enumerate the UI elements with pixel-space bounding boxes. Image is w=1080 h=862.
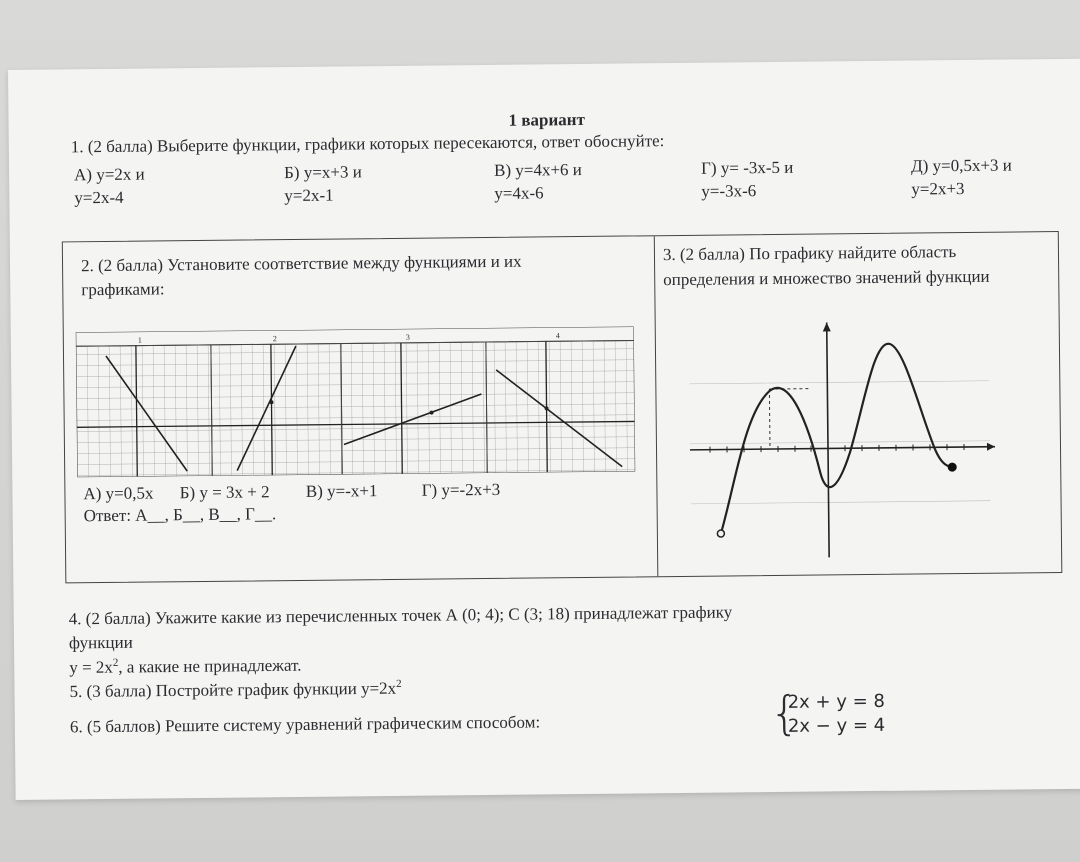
function-curve [719,343,953,533]
graph-panel-4 [486,340,635,473]
graph-panel-2 [211,344,342,476]
question-4-line1: 4. (2 балла) Укажите какие из перечисленных точек А (0; 4); С (3; 18) принадлежат графику [68,602,733,629]
q5-exponent: 2 [395,677,402,690]
q1-option-b-line1: Б) у=х+3 и [283,162,362,183]
q1-option-v-line2: у=4х-6 [494,183,544,203]
start-point-open [717,530,724,537]
question-3-text: 3. (2 балла) По графику найдите область определения и множество значений функции [662,242,990,290]
system-brace: { [769,685,800,741]
question-6-text: 6. (5 баллов) Решите систему уравнений графическим способом: [69,712,541,737]
q1-option-g-line1: Г) у= -3х-5 и [700,157,794,178]
q6-equation-2: 2x − y = 4 [787,714,886,737]
table-divider [654,236,659,576]
q2-functions-row [83,480,500,504]
graph-number-1: 1 [137,335,142,345]
q3-function-graph [689,321,1001,564]
q2-graphs [76,326,635,477]
question-1-text: 1. (2 балла) Выберите функции, графики которых пересекаются, ответ обоснуйте: [70,131,665,157]
q1-option-a-line2: у=2х-4 [74,187,124,208]
variant-title: 1 вариант [508,109,585,130]
graph-panel-1 [76,345,212,477]
question-4-line2: функции [68,632,133,653]
graph-number-4: 4 [555,331,560,341]
q4-function: у = 2х [69,657,113,678]
q2-function-v: В) у=-х+1 [305,481,378,501]
worksheet-page [8,59,1080,800]
graph-number-2: 2 [272,334,277,344]
q1-option-a-line1: А) у=2х и [74,164,145,185]
question-5-text [69,678,401,702]
graph-number-3: 3 [405,332,410,342]
q1-option-d-line1: Д) у=0,5х+3 и [910,155,1012,176]
question-4-line3 [69,655,301,678]
q4-exponent: 2 [112,656,119,669]
q2-graphs-svg [76,326,635,477]
graph-panel-3 [341,342,487,475]
q2-answer-template: Ответ: А__, Б__, В__, Г__. [83,504,277,526]
q6-equation-1: 2x + y = 8 [787,690,886,713]
q1-option-g-line2: у=-3х-6 [701,181,757,201]
q1-option-d-line2: у=2х+3 [911,178,965,199]
y-axis [827,322,829,557]
q2-function-g: Г) у=-2х+3 [421,479,501,500]
q4-tail: , а какие не принадлежат. [118,655,302,677]
q1-option-b-line2: у=2х-1 [284,185,334,206]
end-point-filled [948,463,957,472]
q2-function-b: Б) у = 3х + 2 [179,482,270,503]
q5-text: 5. (3 балла) Постройте график функции у=2х [69,678,397,702]
q2-function-a: А) у=0,5х [83,483,154,504]
q1-option-v-line1: В) у=4х+6 и [493,159,582,180]
x-axis [690,447,995,450]
question-2-text: 2. (2 балла) Установите соответствие между функциями и их графиками: [80,251,522,300]
questions-2-3-table [62,231,1063,583]
